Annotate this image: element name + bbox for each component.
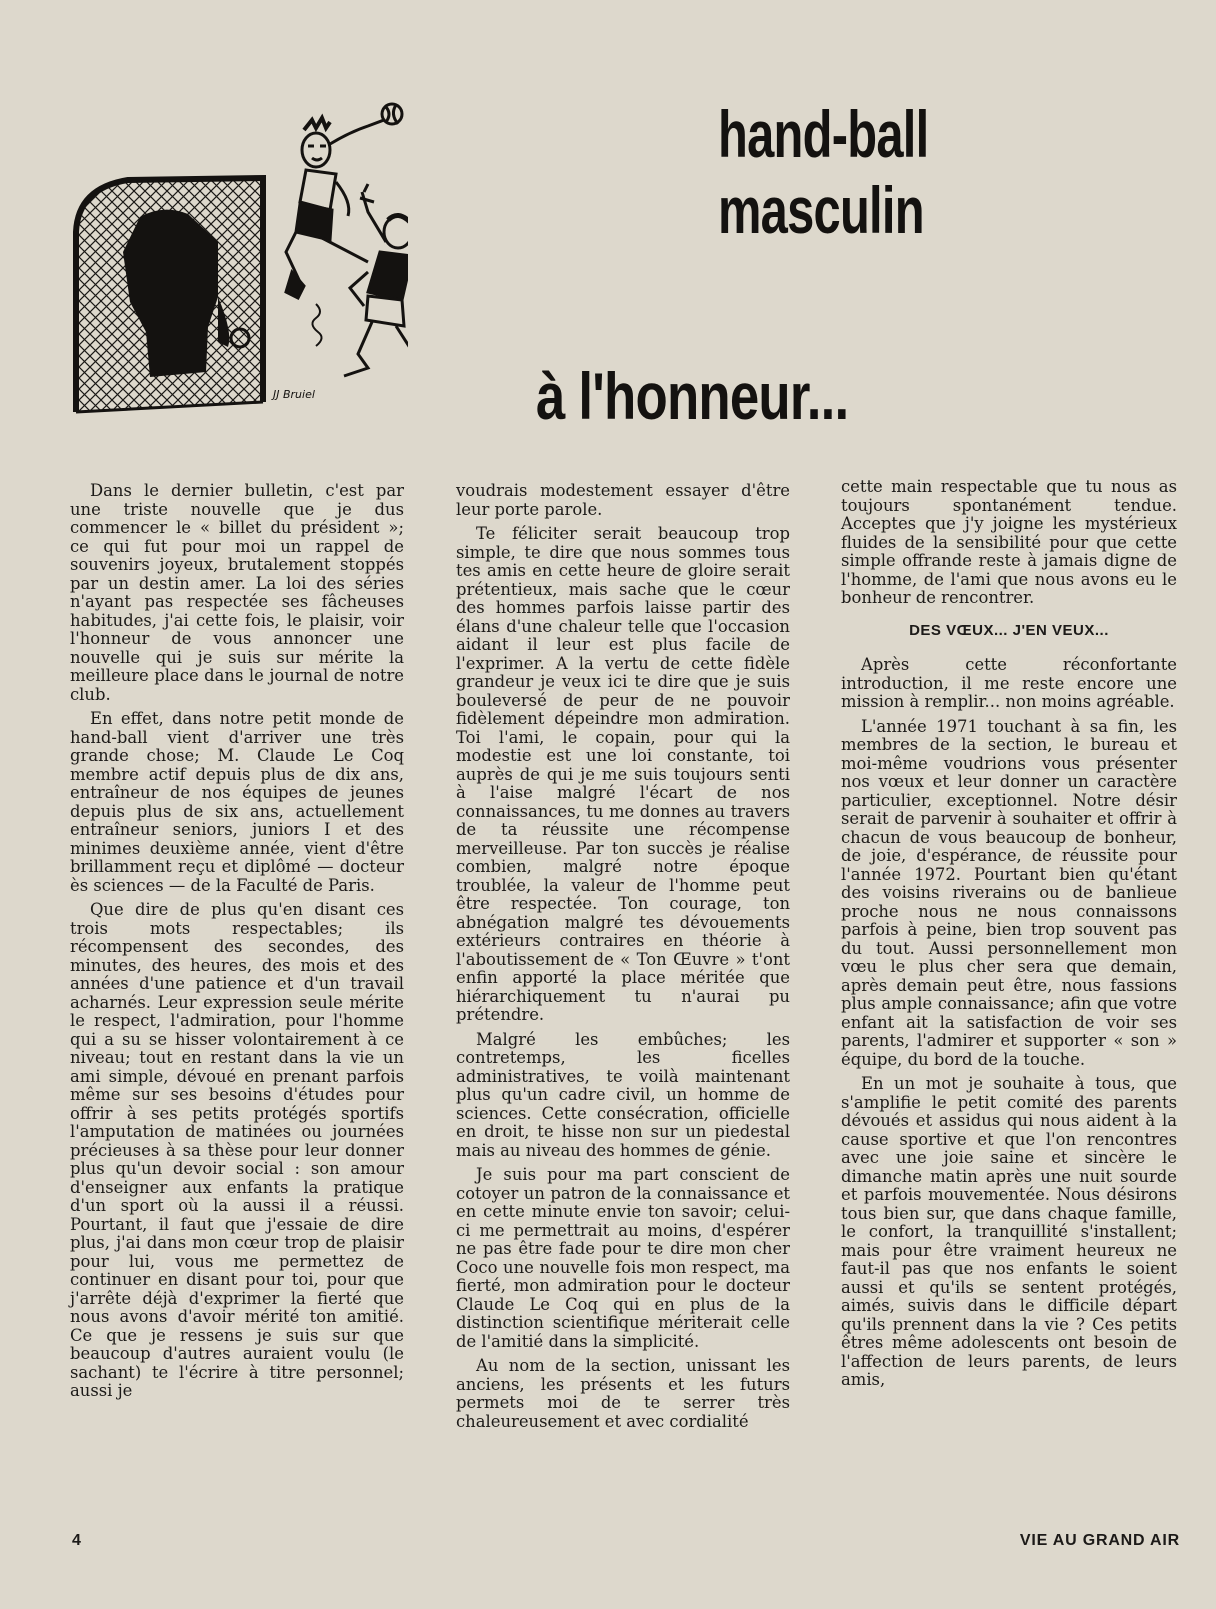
paragraph: Après cette réconfortante introduction, il me reste encore une mission à remplir... non moins agréable. <box>841 655 1177 711</box>
paragraph: cette main respectable que tu nous as toujours spontanément tendue. Acceptes que j'y joigne les mystérieux fluides de la sensibilité pour que cette simple offrande reste à jamais digne de l'homme, de l'ami que nous avons eu le bonheur de rencontrer. <box>841 477 1177 607</box>
article-title-line2: à l'honneur... <box>536 359 849 433</box>
illustration-signature: JJ Bruiel <box>273 388 315 401</box>
text-column-3 <box>841 478 1177 1396</box>
magazine-name: VIE AU GRAND AIR <box>1019 1532 1180 1549</box>
article-title-line1: hand-ball masculin <box>718 97 929 247</box>
paragraph: voudrais modestement essayer d'être leur porte parole. <box>456 481 790 519</box>
paragraph: En effet, dans notre petit monde de hand-ball vient d'arriver une très grande chose; M. Claude Le Coq membre actif depuis plus de dix ans, entraîneur de nos équipes de jeunes depuis plus de six ans, actuellement entraîneur seniors, juniors I et des minimes deuxième année, vient d'être brillamment reçu et diplômé — docteur ès sciences — de la Faculté de Paris. <box>70 709 404 895</box>
paragraph: Au nom de la section, unissant les anciens, les présents et les futurs permets moi de te serrer très chaleureusement et avec cordialité <box>456 1356 790 1431</box>
handball-illustration <box>68 92 408 442</box>
paragraph: Que dire de plus qu'en disant ces trois mots respectables; ils récompensent des secondes, des minutes, des heures, des mois et des années d'une patience et d'un travail acharnés. Leur expression seule mérite le respect, l'admiration, pour l'homme qui a su se hisser volontairement à ce niveau; tout en restant dans la vie un ami simple, dévoué en prenant parfois même sur ses besoins d'études pour offrir à ses petits protégés sportifs l'amputation de matinées ou journées précieuses à sa thèse pour leur donner plus qu'un devoir social : son amour d'enseigner aux enfants la pratique d'un sport où la aussi il a réussi. Pourtant, il faut que j'essaie de dire plus, j'ai dans mon cœur trop de plaisir pour lui, vous me permettez de continuer en disant pour toi, pour que j'arrête déjà d'exprimer la fierté que nous avons d'avoir mérité ton amitié. Ce que je ressens je suis sur que beaucoup d'autres auraient voulu (le sachant) te l'écrire à titre personnel; aussi je <box>70 900 404 1400</box>
paragraph: L'année 1971 touchant à sa fin, les membres de la section, le bureau et moi-même voudrions vous présenter nos vœux et leur donner un caractère particulier, exceptionnel. Notre désir serait de parvenir à souhaiter et offrir à chacun de vous beaucoup de bonheur, de joie, d'espérance, de réussite pour l'année 1972. Pourtant bien qu'étant des voisins riverains ou de banlieue proche nous ne nous connaissons parfois à peine, bien trop souvent pas du tout. Aussi personnellement mon vœu le plus cher sera que demain, après demain peut être, nous fassions plus ample connaissance; afin que votre enfant ait la satisfaction de voir ses parents, l'admirer et supporter « son » équipe, du bord de la touche. <box>841 716 1177 1069</box>
paragraph: En un mot je souhaite à tous, que s'amplifie le petit comité des parents dévoués et assidus qui nous aident à la cause sportive et que l'on rencontres avec une joie saine et sincère le dimanche matin après une nuit sourde et parfois mouvementée. Nous désirons tous bien sur, que dans chaque famille, le confort, la tranquillité s'installent; mais pour être vraiment heureux ne faut-il pas que nos enfants le soient aussi et qu'ils se sentent protégés, aimés, suivis dans le difficile départ qu'ils prennent dans la vie ? Ces petits êtres même adolescents ont besoin de l'affection de leurs parents, de leurs amis, <box>841 1074 1177 1389</box>
paragraph: Te féliciter serait beaucoup trop simple, te dire que nous sommes tous tes amis en cette heure de gloire serait prétentieux, mais sache que le cœur des hommes parfois laisse partir des élans d'une chaleur telle que l'occasion aidant il leur est plus facile de l'exprimer. A la vertu de cette fidèle grandeur je veux ici te dire que je suis bouleversé de peur de ne pouvoir fidèlement dépeindre mon admiration. Toi l'ami, le copain, pour qui la modestie est une loi constante, toi auprès de qui je me suis toujours senti à l'aise malgré l'écart de nos connaissances, tu me donnes au travers de ta réussite une récompense merveilleuse. Par ton succès je réalise combien, malgré notre époque troublée, la valeur de l'homme peut être respectée. Ton courage, ton abnégation malgré tes dévouements extérieurs contraires en théorie à l'aboutissement de « Ton Œuvre » t'ont enfin apporté la place méritée que hiérarchiquement tu n'aurai pu prétendre. <box>456 524 790 1024</box>
page-number: 4 <box>72 1532 82 1549</box>
text-column-1 <box>70 482 404 1407</box>
section-heading: DES VŒUX... J'EN VEUX... <box>909 621 1109 639</box>
paragraph: Dans le dernier bulletin, c'est par une triste nouvelle que je dus commencer le « billet du président »; ce qui fut pour moi un rappel de souvenirs joyeux, brutalement stoppés par un destin amer. La loi des séries n'ayant pas respectée ses fâcheuses habitudes, j'ai cette fois, le plaisir, voir l'honneur de vous annoncer une nouvelle qui je suis sur mérite la meilleure place dans le journal de notre club. <box>70 481 404 704</box>
text-column-2 <box>456 482 790 1437</box>
paragraph: Je suis pour ma part conscient de cotoyer un patron de la connaissance et en cette minute envie ton savoir; celui-ci me permettrait au moins, d'espérer ne pas être fade pour te dire mon cher Coco une nouvelle fois mon respect, ma fierté, mon admiration pour le docteur Claude Le Coq qui en plus de la distinction scientifique mériterait celle de l'amitié dans la simplicité. <box>456 1165 790 1351</box>
paragraph: Malgré les embûches; les contretemps, les ficelles administratives, te voilà maintenant plus qu'un cadre civil, un homme de sciences. Cette consécration, officielle en droit, te hisse non sur un piedestal mais au niveau des hommes de génie. <box>456 1029 790 1160</box>
